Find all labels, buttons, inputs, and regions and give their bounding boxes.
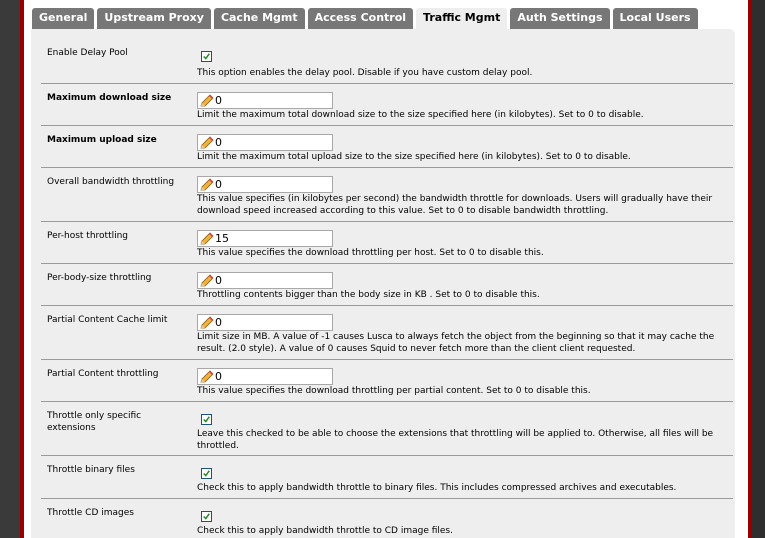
tab-traffic-mgmt[interactable]: Traffic Mgmt [416, 8, 507, 29]
pencil-icon [199, 232, 214, 246]
pencil-icon [199, 370, 214, 384]
throttle-cd-images-label: Throttle CD images [47, 508, 134, 518]
settings-panel [31, 29, 735, 538]
max-download-size-field [197, 92, 333, 109]
setting-row-per-body-size [41, 264, 733, 306]
partial-cache-limit-input[interactable] [215, 316, 329, 329]
throttle-specific-ext-label: Throttle only specific extensions [47, 411, 142, 433]
per-body-size-label: Per-body-size throttling [47, 273, 152, 283]
throttle-specific-ext-checkbox[interactable] [201, 414, 212, 425]
overall-bandwidth-description: This value specifies (in kilobytes per second) the bandwidth throttle for downloads. Users will gradually have their download speed increased according to this value. Set to 0 to disable bandwidth throttling. [197, 194, 713, 216]
enable-delay-pool-description: This option enables the delay pool. Disable if you have custom delay pool. [197, 68, 533, 78]
setting-row-per-host [41, 222, 733, 264]
throttle-cd-images-description: Check this to apply bandwidth throttle to CD image files. [197, 526, 453, 536]
max-download-size-label: Maximum download size [47, 93, 172, 103]
max-upload-size-input[interactable] [215, 136, 329, 149]
setting-row-throttle-binary [41, 456, 733, 499]
max-upload-size-label: Maximum upload size [47, 135, 157, 145]
tab-bar [32, 8, 698, 29]
checkmark-icon [203, 513, 210, 520]
tab-general[interactable]: General [32, 8, 94, 29]
throttle-binary-description: Check this to apply bandwidth throttle to binary files. This includes compressed archives and executables. [197, 483, 677, 493]
setting-row-enable-delay-pool [41, 39, 733, 84]
max-download-size-input[interactable] [215, 94, 329, 107]
tab-auth-settings[interactable]: Auth Settings [510, 8, 609, 29]
per-host-label: Per-host throttling [47, 231, 129, 241]
max-upload-size-field [197, 134, 333, 151]
setting-row-max-download-size [41, 84, 733, 126]
checkmark-icon [203, 53, 210, 60]
partial-cache-limit-label: Partial Content Cache limit [47, 315, 168, 325]
throttle-binary-checkbox[interactable] [201, 468, 212, 479]
pencil-icon [199, 136, 214, 150]
per-host-input[interactable] [215, 232, 329, 245]
per-body-size-description: Throttling contents bigger than the body size in KB . Set to 0 to disable this. [197, 290, 540, 300]
partial-throttling-field [197, 368, 333, 385]
tab-local-users[interactable]: Local Users [613, 8, 698, 29]
window-frame-left [0, 0, 24, 538]
pencil-icon [199, 178, 214, 192]
tab-access-control[interactable]: Access Control [308, 8, 413, 29]
setting-row-throttle-cd-images [41, 499, 733, 538]
max-download-size-description: Limit the maximum total download size to the size specified here (in kilobytes). Set to 0 to disable. [197, 110, 644, 120]
overall-bandwidth-label: Overall bandwidth throttling [47, 177, 175, 187]
throttle-cd-images-checkbox[interactable] [201, 511, 212, 522]
max-upload-size-description: Limit the maximum total upload size to the size specified here (in kilobytes). Set to 0 to disable. [197, 152, 631, 162]
throttle-binary-label: Throttle binary files [47, 465, 135, 475]
partial-cache-limit-description: Limit size in MB. A value of -1 causes Lusca to always fetch the object from the beginning so that it may cache the result. (2.0 style). A value of 0 causes Squid to never fetch more than the client client requested. [197, 332, 715, 354]
per-host-field [197, 230, 333, 247]
tab-cache-mgmt[interactable]: Cache Mgmt [214, 8, 305, 29]
throttle-specific-ext-description: Leave this checked to be able to choose the extensions that throttling will be applied to. Otherwise, all files will be throttled. [197, 429, 714, 451]
per-body-size-field [197, 272, 333, 289]
overall-bandwidth-field [197, 176, 333, 193]
window-frame-right [748, 0, 765, 538]
partial-throttling-label: Partial Content throttling [47, 369, 159, 379]
enable-delay-pool-checkbox[interactable] [201, 51, 212, 62]
overall-bandwidth-input[interactable] [215, 178, 329, 191]
setting-row-throttle-specific-ext [41, 402, 733, 456]
pencil-icon [199, 316, 214, 330]
per-host-description: This value specifies the download throttling per host. Set to 0 to disable this. [197, 248, 544, 258]
setting-row-overall-bandwidth [41, 168, 733, 222]
per-body-size-input[interactable] [215, 274, 329, 287]
partial-throttling-description: This value specifies the download throttling per partial content. Set to 0 to disable this. [197, 386, 591, 396]
tab-upstream-proxy[interactable]: Upstream Proxy [97, 8, 211, 29]
pencil-icon [199, 274, 214, 288]
checkmark-icon [203, 470, 210, 477]
partial-cache-limit-field [197, 314, 333, 331]
setting-row-max-upload-size [41, 126, 733, 168]
enable-delay-pool-label: Enable Delay Pool [47, 48, 128, 58]
setting-row-partial-cache-limit [41, 306, 733, 360]
partial-throttling-input[interactable] [215, 370, 329, 383]
checkmark-icon [203, 416, 210, 423]
setting-row-partial-throttling [41, 360, 733, 402]
pencil-icon [199, 94, 214, 108]
